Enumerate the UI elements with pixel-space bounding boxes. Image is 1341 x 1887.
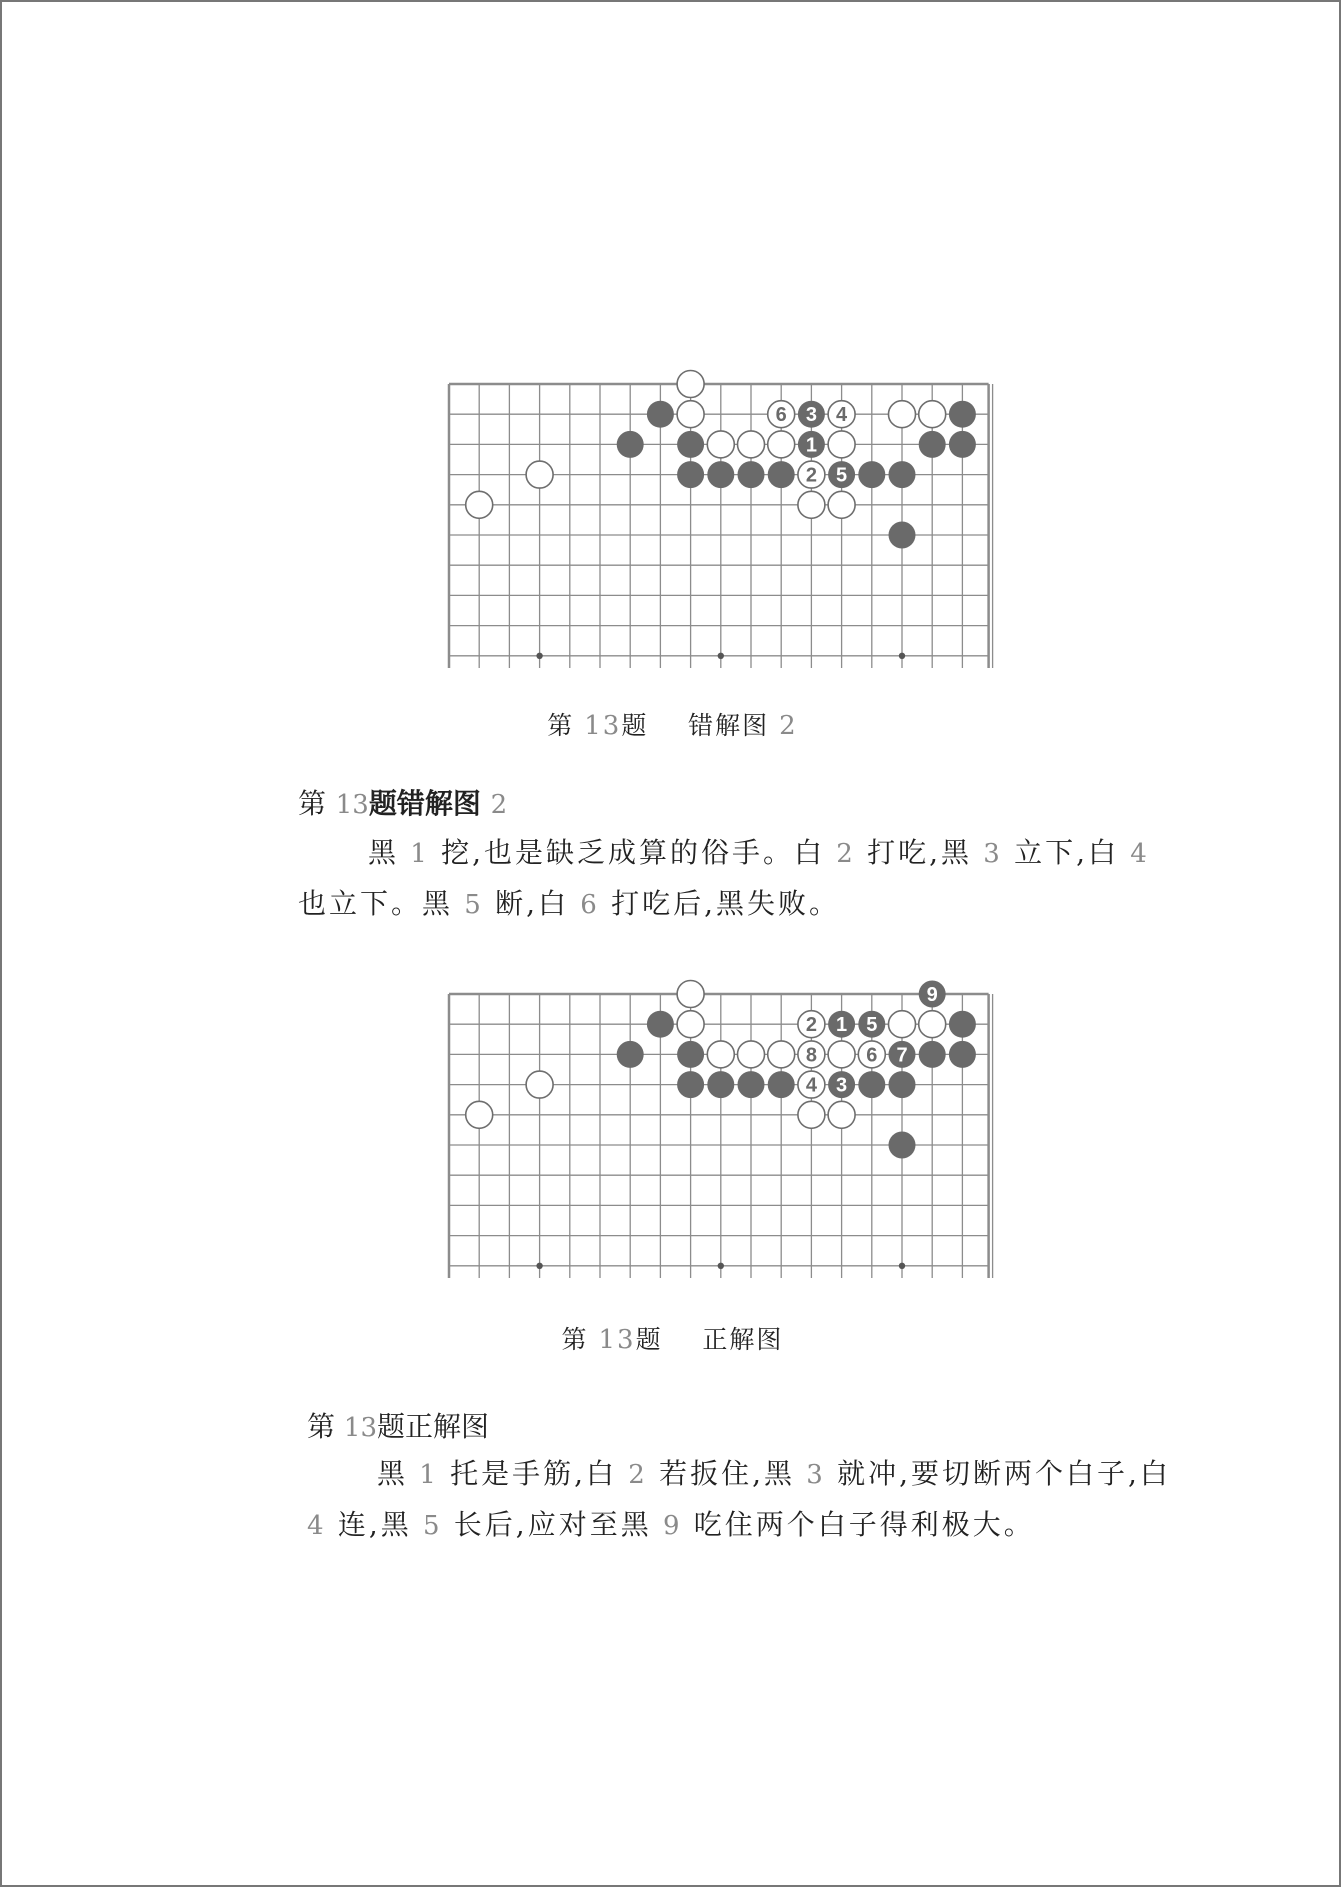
white-stone: [889, 401, 916, 428]
caption-prefix: 第: [561, 1325, 589, 1354]
black-stone: [949, 1011, 976, 1038]
white-stone: [677, 371, 704, 398]
black-stone: [677, 461, 704, 488]
white-stone: [738, 1041, 765, 1068]
star-point: [536, 653, 542, 659]
black-stone: [677, 1071, 704, 1098]
black-stone: [707, 461, 734, 488]
stone-move-label: 2: [805, 1014, 817, 1037]
white-stone: [919, 1011, 946, 1038]
paragraph-text: 连,黑: [337, 1508, 412, 1541]
move-number: 3: [794, 1460, 838, 1490]
paragraph-text: 也立下。黑: [298, 887, 454, 920]
caption-suffix: 题: [621, 711, 649, 740]
white-stone: [707, 431, 734, 458]
go-board-svg: [447, 978, 995, 1284]
move-number: 2: [617, 1460, 660, 1490]
move-number: 4: [1118, 839, 1150, 869]
move-number: 3: [971, 839, 1015, 869]
stone-move-label: 5: [836, 464, 848, 487]
caption-number: 13: [598, 1325, 636, 1355]
section-paragraph-wrong: [298, 828, 1178, 930]
numbered-white-stone: [828, 431, 855, 458]
star-point: [899, 653, 905, 659]
caption-index: 2: [779, 711, 798, 741]
paragraph-text: 若扳住,黑: [659, 1457, 795, 1490]
white-stone: [738, 431, 765, 458]
white-stone: [828, 491, 855, 518]
heading-prefix: 第: [298, 787, 327, 820]
black-stone: [617, 431, 644, 458]
stone-move-label: 8: [805, 1044, 817, 1067]
move-number: 9: [651, 1511, 694, 1541]
black-stone: [617, 1041, 644, 1068]
white-stone: [707, 1041, 734, 1068]
star-point: [899, 1263, 905, 1269]
figure-caption-wrong: [2, 706, 1341, 742]
white-stone: [889, 1011, 916, 1038]
black-stone: [768, 1071, 795, 1098]
caption-title: 正解图: [702, 1325, 784, 1354]
black-stone: [889, 1132, 916, 1159]
black-stone: [647, 1011, 674, 1038]
section-heading-wrong: [298, 782, 507, 822]
white-stone: [768, 431, 795, 458]
white-stone: [919, 401, 946, 428]
paragraph-text: 打吃后,黑失败。: [611, 887, 840, 920]
move-number: 2: [825, 839, 868, 869]
white-stone: [677, 401, 704, 428]
black-stone: [738, 461, 765, 488]
black-stone: [647, 401, 674, 428]
white-stone: [526, 1071, 553, 1098]
caption-number: 13: [584, 711, 622, 741]
white-stone: [466, 491, 493, 518]
black-stone: [677, 431, 704, 458]
go-board-svg: [447, 368, 995, 674]
move-number: 1: [408, 1460, 451, 1490]
heading-number: 13: [343, 1413, 378, 1443]
move-number: 5: [453, 890, 496, 920]
caption-title: 错解图: [688, 711, 770, 740]
black-stone: [919, 431, 946, 458]
paragraph-text: 挖,也是缺乏成算的俗手。白: [441, 836, 825, 869]
paragraph-text: 黑: [368, 836, 400, 869]
caption-suffix: 题: [635, 1325, 663, 1354]
stone-move-label: 6: [866, 1044, 878, 1067]
stone-move-label: 4: [836, 404, 848, 427]
heading-number: 13: [335, 790, 369, 820]
go-board-wrong-solution: [447, 368, 995, 674]
black-stone: [889, 1071, 916, 1098]
paragraph-text: 黑: [377, 1457, 409, 1490]
stone-move-label: 4: [805, 1074, 817, 1097]
paragraph-text: 立下,白: [1014, 836, 1119, 869]
heading-title: 题错解图: [368, 787, 481, 820]
section-paragraph-correct: [307, 1449, 1187, 1551]
black-stone: [949, 1041, 976, 1068]
stone-move-label: 1: [836, 1014, 848, 1037]
heading-prefix: 第: [307, 1410, 336, 1443]
black-stone: [889, 522, 916, 549]
stone-move-label: 5: [866, 1014, 878, 1037]
stone-move-label: 3: [805, 404, 817, 427]
black-stone: [889, 461, 916, 488]
white-stone: [677, 981, 704, 1008]
white-stone: [828, 1101, 855, 1128]
white-stone: [526, 461, 553, 488]
white-stone: [798, 1101, 825, 1128]
white-stone: [677, 1011, 704, 1038]
black-stone: [738, 1071, 765, 1098]
move-number: 4: [307, 1511, 338, 1541]
section-heading-correct: [307, 1405, 489, 1445]
black-stone: [677, 1041, 704, 1068]
paragraph-text: 长后,应对至黑: [453, 1508, 652, 1541]
heading-index: 2: [490, 790, 508, 820]
white-stone: [466, 1101, 493, 1128]
star-point: [536, 1263, 542, 1269]
black-stone: [949, 401, 976, 428]
paragraph-text: 打吃,黑: [867, 836, 972, 869]
paragraph-text: 断,白: [495, 887, 569, 920]
figure-caption-correct: [2, 1320, 1341, 1356]
paragraph-text: 托是手筋,白: [450, 1457, 617, 1490]
go-board-correct-solution: [447, 978, 995, 1284]
black-stone: [919, 1041, 946, 1068]
star-point: [718, 653, 724, 659]
stone-move-label: 6: [775, 404, 787, 427]
stone-move-label: 1: [805, 434, 817, 457]
stone-move-label: 9: [926, 984, 938, 1006]
black-stone: [768, 461, 795, 488]
black-stone: [707, 1071, 734, 1098]
caption-prefix: 第: [547, 711, 575, 740]
paragraph-text: 白: [1139, 1457, 1171, 1490]
white-stone: [768, 1041, 795, 1068]
white-stone: [798, 491, 825, 518]
move-number: 1: [399, 839, 442, 869]
white-stone: [828, 1041, 855, 1068]
star-point: [718, 1263, 724, 1269]
paragraph-text: 吃住两个白子得利极大。: [693, 1508, 1035, 1541]
black-stone: [858, 1071, 885, 1098]
stone-move-label: 3: [836, 1074, 848, 1097]
stone-move-label: 7: [896, 1044, 908, 1067]
stone-move-label: 2: [805, 464, 817, 487]
black-stone: [858, 461, 885, 488]
black-stone: [949, 431, 976, 458]
heading-title: 题正解图: [377, 1410, 490, 1443]
move-number: 6: [569, 890, 612, 920]
move-number: 5: [411, 1511, 454, 1541]
paragraph-text: 就冲,要切断两个白子,: [837, 1457, 1140, 1490]
